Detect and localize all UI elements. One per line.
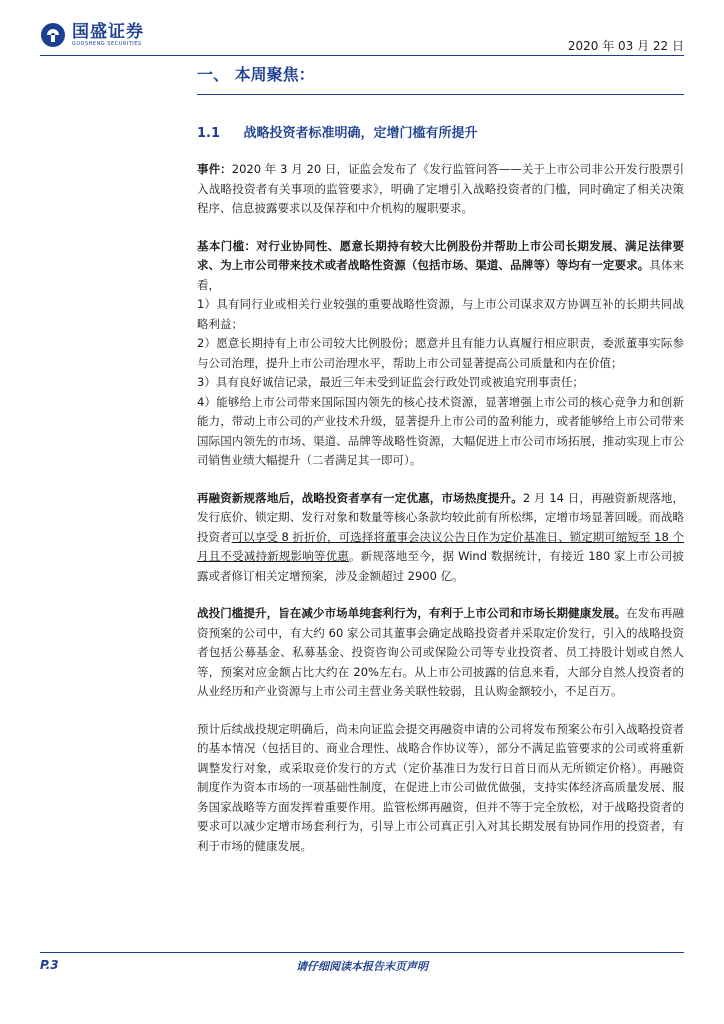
threshold-lead: 战投门槛提升，旨在减少市场单纯套利行为，有利于上市公司和市场长期健康发展。 [197,606,627,620]
event-text: 2020 年 3 月 20 日，证监会发布了《发行监管问答——关于上市公司非公开发行股票引入战略投资者有关事项的监管要求》，明确了定增引入战略投资者的门槛，同时确定了相关决策程序、信息披露要求以及保荐和中介机构的履职要求。 [197,162,685,215]
section-title: 一、 本周聚焦： [197,65,315,84]
header-divider [40,55,684,56]
page-header [0,0,724,60]
requirement-item-3: 3）具有良好诚信记录，最近三年未受到证监会行政处罚或被追究刑事责任； [197,375,584,389]
refinancing-text-2: 。新规落地至今，据 Wind 数据统计，有接近 180 家上市公司披露或者修订相关定增预案，涉及金额超过 2900 亿。 [197,549,684,583]
refinancing-underlined-text: 可以享受 8 折折价，可选择将董事会决议公告日作为定价基准日、锁定期可缩短至 18 个月且不受减持新规影响等优惠 [197,529,684,563]
basic-threshold-lead: 基本门槛：对行业协同性、愿意长期持有较大比例股份并帮助上市公司长期发展、满足法律要求、为上市公司带来技术或者战略性资源（包括市场、渠道、品牌等）等均有一定要求。 [197,238,684,272]
threshold-text: 在发布再融资预案的公司中，有大约 60 家公司其董事会确定战略投资者并采取定价发行，引入的战略投资者包括公募基金、私募基金、投资咨询公司或保险公司等专业投资者、员工持股计划或自然人等，预案对应金额占比大约在 20%左右。从上市公司披露的信息来看，大部分自然人投资者的从业经历和产业资源与上市公司主营业务关联性较弱，且认购金额较小，不足百万。 [197,606,684,698]
basic-threshold-paragraph [197,237,684,471]
basic-threshold-text: 具体来看， [197,258,685,292]
refinancing-lead: 再融资新规落地后，战略投资者享有一定优惠，市场热度提升。 [197,490,523,505]
requirement-item-2: 2）愿意长期持有上市公司较大比例股份；愿意并且有能力认真履行相应职责，委派董事实际参与公司治理，提升上市公司治理水平，帮助上市公司显著提高公司质量和内在价值； [197,336,684,370]
report-date: 2020 年 03 月 22 日 [567,39,684,53]
event-lead: 事件： [197,162,232,176]
logo-icon [40,22,66,48]
report-body [197,160,684,874]
page-number: P.3 [40,958,59,972]
refinancing-text-1: 2 月 14 日，再融资新规落地，发行底价、锁定期、发行对象和数量等核心条款均较此前有所松绑，定增市场显著回暖。而战略投资者 [197,490,684,544]
event-paragraph [197,160,684,219]
requirement-item-4: 4）能够给上市公司带来国际国内领先的核心技术资源，显著增强上市公司的核心竞争力和创新能力，带动上市公司的产业技术升级，显著提升上市公司的盈利能力，或者能够给上市公司带来国际国内领先的市场、渠道、品牌等战略性资源，大幅促进上市公司市场拓展，推动实现上市公司销售业绩大幅提升（二者满足其一即可）。 [197,394,684,467]
threshold-paragraph [197,604,684,702]
section-divider [197,94,684,95]
requirement-item-1: 1）具有同行业或相关行业较强的重要战略性资源，与上市公司谋求双方协调互补的长期共同战略利益； [197,297,684,331]
outlook-paragraph: 预计后续战投规定明确后，尚未向证监会提交再融资申请的公司将发布预案公布引入战略投资者的基本情况（包括目的、商业合理性、战略合作协议等），部分不满足监管要求的公司或将重新调整发行对象，或采取竞价发行的方式（定价基准日为发行日首日而从无所锁定价格）。再融资制度作为资本市场的一项基础性制度，在促进上市公司做优做强，支持实体经济高质量发展、服务国家战略等方面发挥着重要作用。监管松绑再融资，但并不等于完全放松，对于战略投资者的要求可以减少定增市场套利行为，引导上市公司真正引入对其长期发展有协同作用的投资者，有利于市场的健康发展。 [197,721,684,853]
company-logo [40,22,144,48]
subsection-title [197,122,478,141]
footer-disclaimer: 请仔细阅读本报告末页声明 [296,960,428,973]
refinancing-paragraph [197,489,684,587]
subsection-number: 1.1 [197,126,221,141]
footer-divider [40,952,684,953]
subsection-heading: 战略投资者标准明确，定增门槛有所提升 [243,126,478,141]
logo-name-cn: 国盛证券 [72,21,144,42]
logo-name-en: GUOSHENG SECURITIES [72,40,142,47]
